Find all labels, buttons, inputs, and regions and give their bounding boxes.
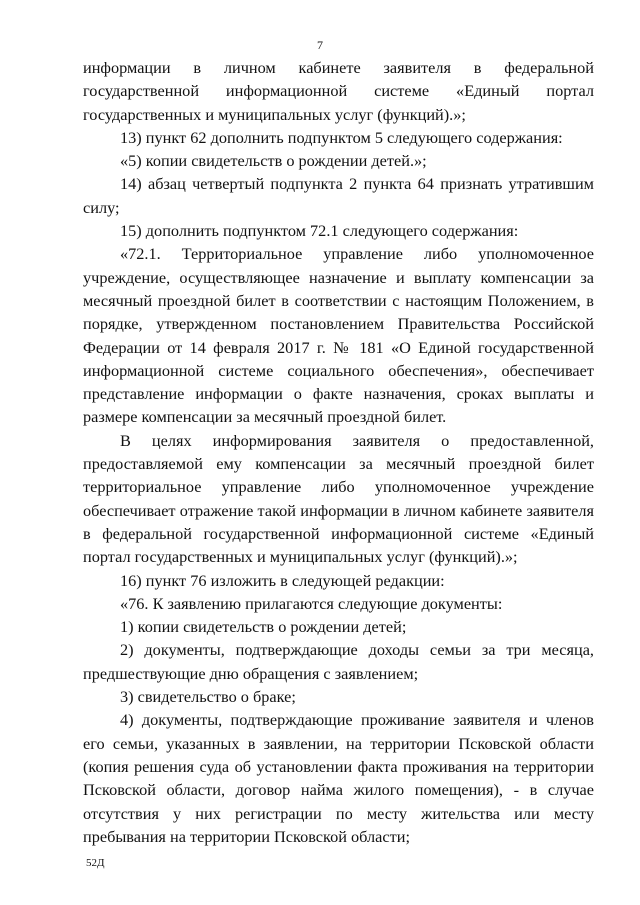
paragraph-item-13: 13) пункт 62 дополнить подпунктом 5 следующего содержания:	[120, 127, 563, 147]
paragraph-item-14: 14) абзац четвертый подпункта 2 пункта 64 признать утратившим силу;	[83, 174, 594, 217]
list-item-4: 4) документы, подтверждающие проживание заявителя и членов его семьи, указанных в заявлении, на территории Псковской области (копия решения суда об установлении факта проживания на территории Псковской области, договор найма жилого помещения), - в случае отсутствия у них регистрации по месту жительства или месту пребывания на территории Псковской области;	[83, 710, 594, 846]
paragraph-subitem-5-text: «5) копии свидетельств о рождении детей.»;	[120, 151, 427, 171]
paragraph-informing: В целях информирования заявителя о предоставленной, предоставляемой ему компенсации за месячный проездной билет территориальное управление либо уполномоченное учреждение обеспечивает отражение такой информации в личном кабинете заявителя в федеральной государственной информационной системе «Единый портал государственных и муниципальных услуг (функций).»;	[83, 430, 594, 567]
list-item-2: 2) документы, подтверждающие доходы семьи за три месяца, предшествующие дню обращения с заявлением;	[83, 640, 594, 683]
paragraph-item-76: «76. К заявлению прилагаются следующие документы:	[120, 593, 503, 613]
list-item-1: 1) копии свидетельств о рождении детей;	[120, 617, 407, 637]
paragraph-item-16: 16) пункт 76 изложить в следующей редакции:	[120, 570, 445, 590]
paragraph-continuation: информации в личном кабинете заявителя в федеральной государственной информационной системе «Единый портал государственных и муниципальных услуг (функций).»;	[83, 58, 594, 124]
list-item-3: 3) свидетельство о браке;	[120, 687, 296, 707]
paragraph-item-15: 15) дополнить подпунктом 72.1 следующего содержания:	[120, 221, 519, 241]
page-number: 7	[317, 38, 323, 52]
document-body	[83, 56, 594, 848]
paragraph-subitem-72-1: «72.1. Территориальное управление либо уполномоченное учреждение, осуществляющее назначение и выплату компенсации за месячный проездной билет в соответствии с настоящим Положением, в порядке, утвержденном постановлением Правительства Российской Федерации от 14 февраля 2017 г. № 181 «О Единой государственной информационной системе социального обеспечения», обеспечивает представление информации о факте назначения, сроках выплаты и размере компенсации за месячный проездной билет.	[83, 244, 594, 427]
footer-code: 52Д	[86, 857, 105, 869]
